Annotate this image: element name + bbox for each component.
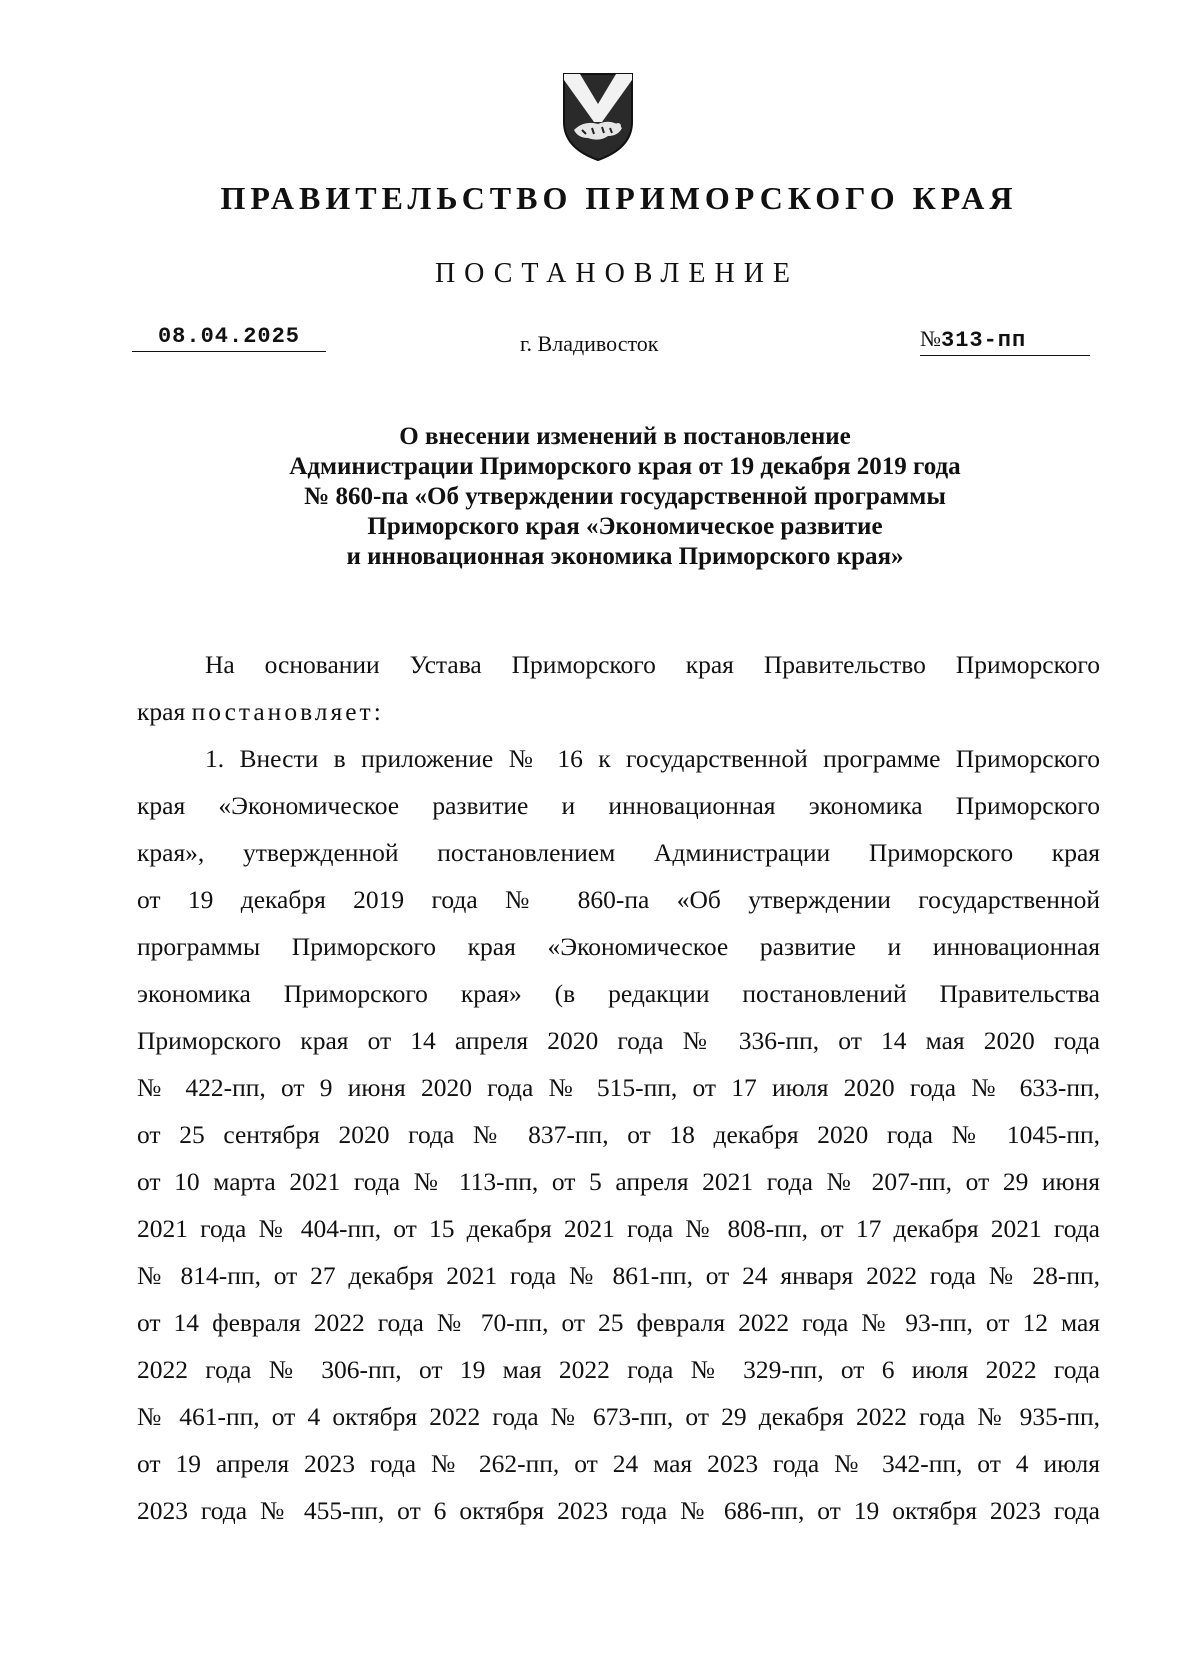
body-line: от 10 марта 2021 года № 113-пп, от 5 апреля 2021 года № 207-пп, от 29 июня — [137, 1167, 1100, 1196]
body-line: от 25 сентября 2020 года № 837-пп, от 18 декабря 2020 года № 1045-пп, — [137, 1120, 1100, 1149]
body-line — [137, 688, 1100, 735]
intro-prefix: края — [137, 697, 192, 726]
body-line: от 19 декабря 2019 года № 860-па «Об утверждении государственной — [137, 885, 1100, 914]
body-line: от 14 февраля 2022 года № 70-пп, от 25 февраля 2022 года № 93-пп, от 12 мая — [137, 1308, 1100, 1337]
body-line: 2021 года № 404-пп, от 15 декабря 2021 года № 808-пп, от 17 декабря 2021 года — [137, 1214, 1100, 1243]
subject-line: № 860-па «Об утверждении государственной программы — [304, 483, 946, 510]
body-line: от 19 апреля 2023 года № 262-пп, от 24 мая 2023 года № 342-пп, от 4 июля — [137, 1449, 1100, 1478]
document-date: 08.04.2025 — [132, 324, 326, 352]
body-line: программы Приморского края «Экономическое развитие и инновационная — [137, 932, 1100, 961]
document-subject — [170, 422, 1080, 572]
document-body — [137, 641, 1100, 1534]
number-prefix: № — [920, 326, 941, 351]
body-line: Приморского края от 14 апреля 2020 года № 336-пп, от 14 мая 2020 года — [137, 1026, 1100, 1055]
subject-line: и инновационная экономика Приморского края» — [346, 543, 904, 570]
body-line: На основании Устава Приморского края Правительство Приморского — [205, 650, 1100, 679]
body-line: экономика Приморского края» (в редакции постановлений Правительства — [137, 979, 1100, 1008]
primorsky-coat-of-arms-icon — [560, 70, 636, 162]
number-value: 313-пп — [941, 328, 1027, 353]
body-line: 2023 года № 455-пп, от 6 октября 2023 года № 686-пп, от 19 октября 2023 года — [137, 1496, 1100, 1525]
body-line: 1. Внести в приложение № 16 к государственной программе Приморского — [205, 744, 1100, 773]
document-city: г. Владивосток — [520, 331, 659, 356]
document-number — [920, 326, 1090, 356]
body-line: № 422-пп, от 9 июня 2020 года № 515-пп, от 17 июля 2020 года № 633-пп, — [137, 1073, 1100, 1102]
document-type: ПОСТАНОВЛЕНИЕ — [434, 258, 800, 289]
intro-resolves: постановляет: — [191, 697, 384, 726]
body-line: края «Экономическое развитие и инновационная экономика Приморского — [137, 791, 1100, 820]
subject-line: О внесении изменений в постановление — [399, 423, 851, 450]
body-line: края», утвержденной постановлением Администрации Приморского края — [137, 838, 1100, 867]
subject-line: Приморского края «Экономическое развитие — [367, 513, 883, 540]
body-line: № 814-пп, от 27 декабря 2021 года № 861-пп, от 24 января 2022 года № 28-пп, — [137, 1261, 1100, 1290]
body-line: 2022 года № 306-пп, от 19 мая 2022 года № 329-пп, от 6 июля 2022 года — [137, 1355, 1100, 1384]
body-line: № 461-пп, от 4 октября 2022 года № 673-пп, от 29 декабря 2022 года № 935-пп, — [137, 1402, 1100, 1431]
subject-line: Администрации Приморского края от 19 декабря 2019 года — [289, 453, 961, 480]
organization-title: ПРАВИТЕЛЬСТВО ПРИМОРСКОГО КРАЯ — [220, 180, 1018, 216]
